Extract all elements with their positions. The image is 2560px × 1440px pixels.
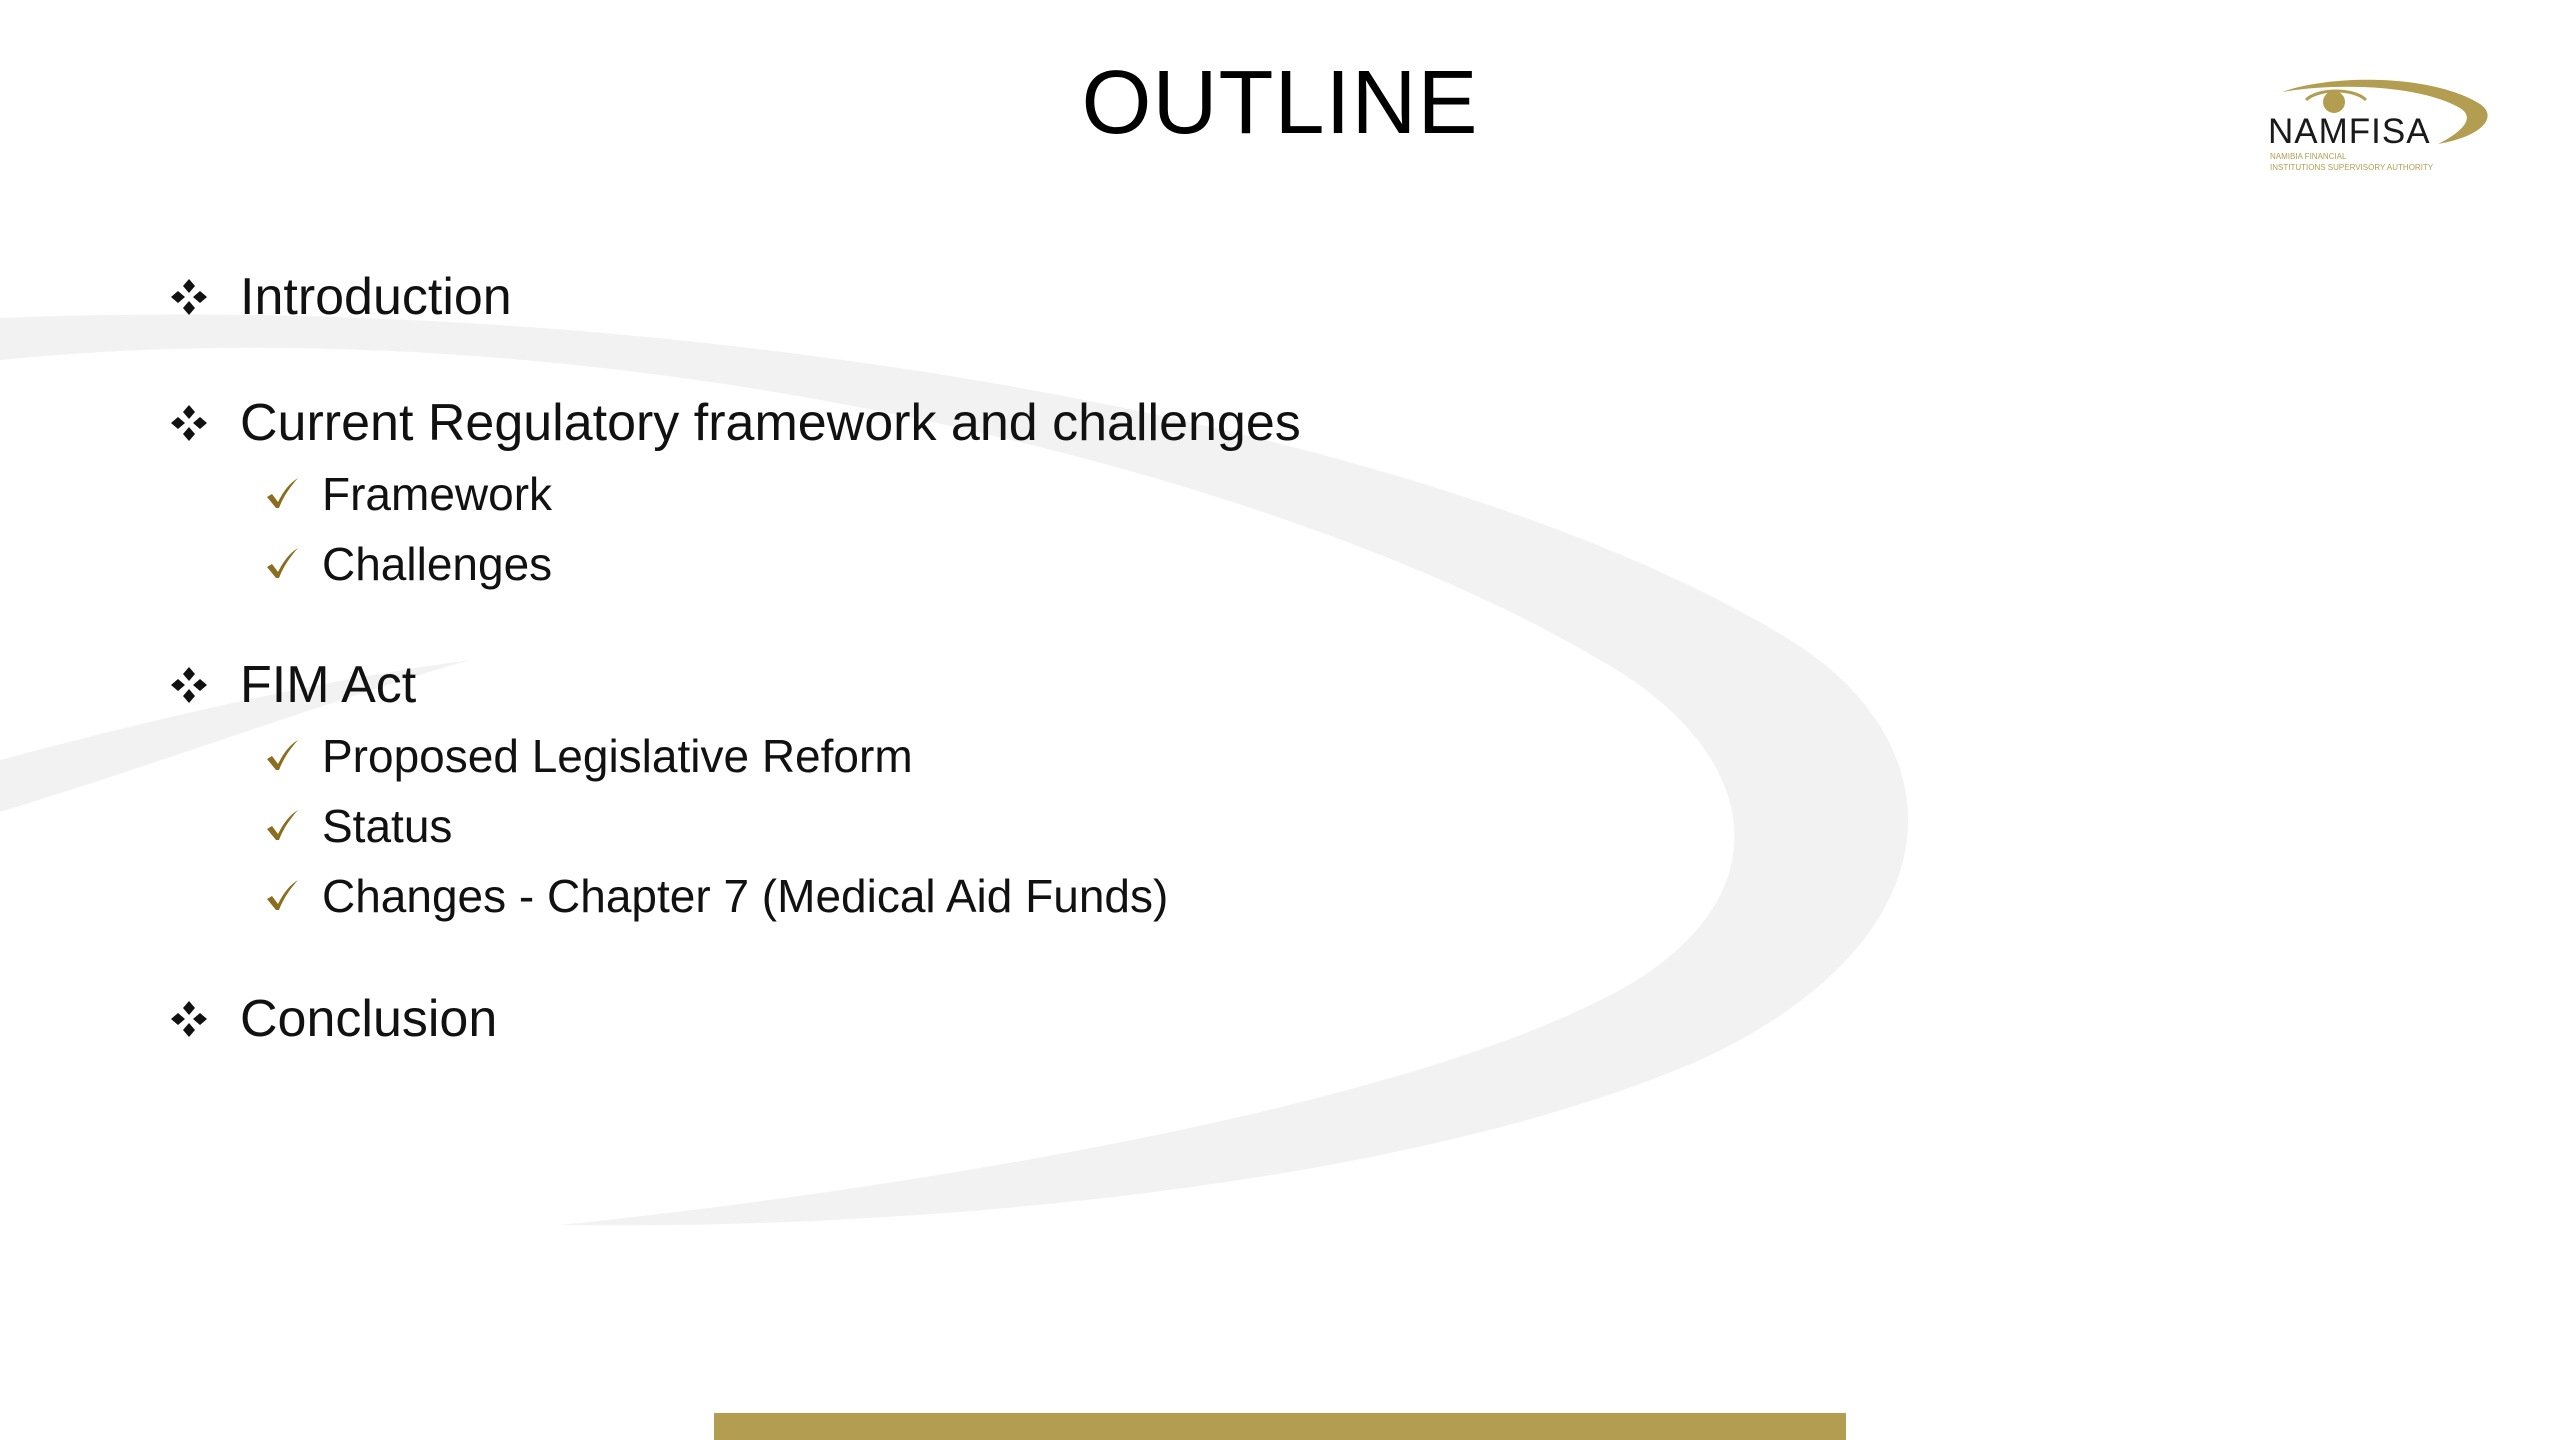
checkmark-icon — [264, 474, 300, 514]
outline-item-introduction — [168, 262, 512, 332]
outline-item-conclusion — [168, 984, 497, 1054]
outline-subitem-label: Changes - Chapter 7 (Medical Aid Funds) — [322, 870, 1169, 922]
slide-title: OUTLINE — [1081, 53, 1479, 153]
outline-item-fim-act — [168, 650, 416, 720]
outline-item-label: Conclusion — [240, 990, 498, 1048]
logo-subtitle-line-2: INSTITUTIONS SUPERVISORY AUTHORITY — [2270, 163, 2434, 172]
four-diamond-bullet-icon — [168, 998, 210, 1040]
footer-accent-bar — [714, 1413, 1846, 1440]
outline-subitem-proposed-legislative-reform — [264, 726, 913, 786]
checkmark-icon — [264, 876, 300, 916]
outline-subitem-label: Challenges — [322, 538, 553, 590]
outline-subitem-challenges — [264, 534, 552, 594]
outline-subitem-label: Proposed Legislative Reform — [322, 730, 913, 782]
logo-subtitle-line-1: NAMIBIA FINANCIAL — [2270, 152, 2347, 161]
outline-item-current-regulatory-framework — [168, 388, 1301, 458]
outline-subitem-status — [264, 796, 452, 856]
outline-subitem-framework — [264, 464, 552, 524]
checkmark-icon — [264, 736, 300, 776]
outline-item-label: Current Regulatory framework and challenges — [240, 394, 1301, 452]
outline-subitem-label: Status — [322, 800, 453, 852]
checkmark-icon — [264, 544, 300, 584]
four-diamond-bullet-icon — [168, 664, 210, 706]
outline-subitem-label: Framework — [322, 468, 553, 520]
outline-subitem-changes-chapter-7 — [264, 866, 1168, 926]
four-diamond-bullet-icon — [168, 276, 210, 318]
checkmark-icon — [264, 806, 300, 846]
four-diamond-bullet-icon — [168, 402, 210, 444]
outline-item-label: Introduction — [240, 268, 512, 326]
logo-name: NAMFISA — [2268, 112, 2431, 151]
outline-item-label: FIM Act — [240, 656, 417, 714]
namfisa-logo — [2262, 70, 2502, 180]
